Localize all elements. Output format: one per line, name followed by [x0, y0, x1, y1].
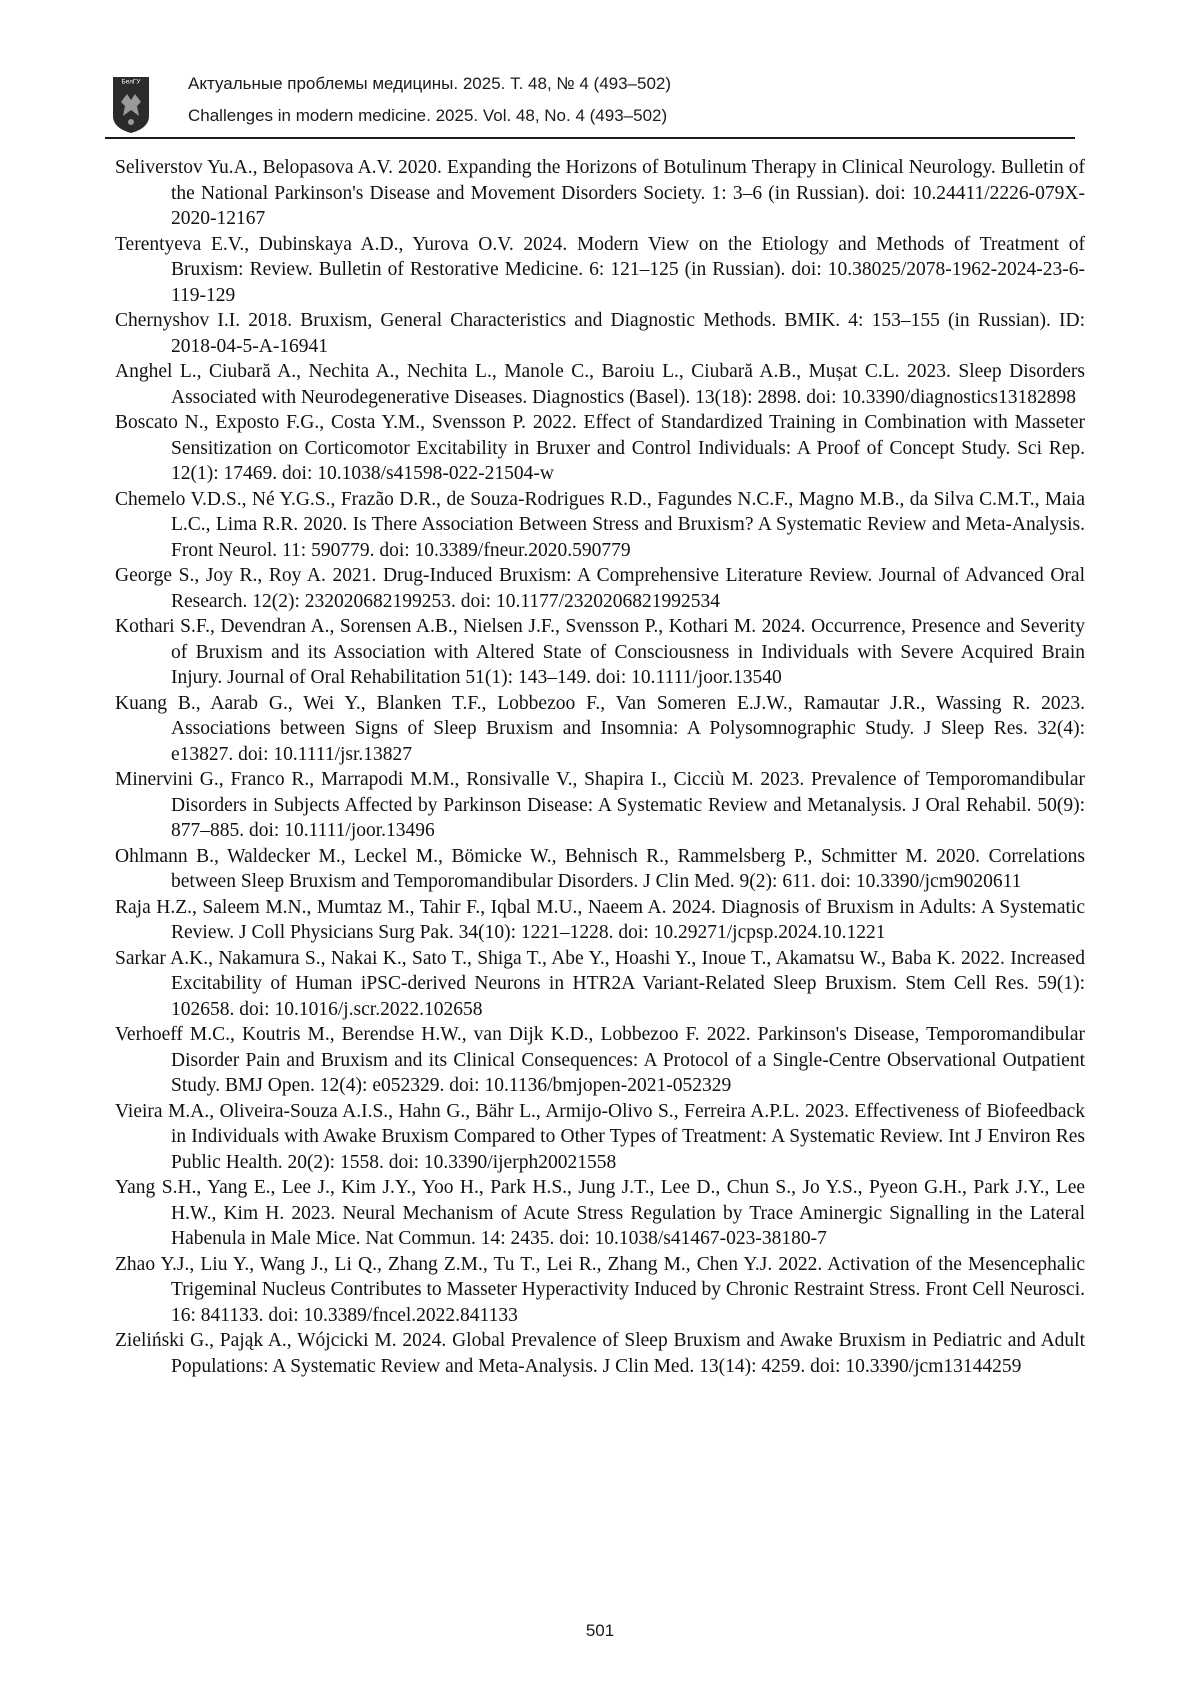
reference-item: Boscato N., Exposto F.G., Costa Y.M., Svensson P. 2022. Effect of Standardized Training in Combination with Masseter Sensitization on Corticomotor Excitability in Bruxer and Control Individuals: A Proof of Concept Study. Sci Rep. 12(1): 17469. doi: 10.1038/s41598-022-21504-w [115, 412, 1085, 484]
reference-item: Ohlmann B., Waldecker M., Leckel M., Bömicke W., Behnisch R., Rammelsberg P., Schmitter M. 2020. Correlations between Sleep Bruxism and Temporomandibular Disorders. J Clin Med. 9(2): 611. doi: 10.3390/jcm9020611 [115, 845, 1085, 892]
reference-item: Kuang B., Aarab G., Wei Y., Blanken T.F., Lobbezoo F., Van Someren E.J.W., Ramautar J.R., Wassing R. 2023. Associations between Signs of Sleep Bruxism and Insomnia: A Polysomnographic Study. J Sleep Res. 32(4): e13827. doi: 10.1111/jsr.13827 [115, 692, 1085, 765]
reference-item: Seliverstov Yu.A., Belopasova A.V. 2020. Expanding the Horizons of Botulinum Therapy in Clinical Neurology. Bulletin of the National Parkinson's Disease and Movement Disorders Society. 1: 3–6 (in Russian). doi: 10.24411/2226-079X-2020-12167 [115, 157, 1085, 229]
university-logo-icon [111, 76, 151, 134]
reference-item: Chemelo V.D.S., Né Y.G.S., Frazão D.R., de Souza-Rodrigues R.D., Fagundes N.C.F., Magno M.B., da Silva C.M.T., Maia L.C., Lima R.R. 2020. Is There Association Between Stress and Bruxism? A Systematic Review and Meta-Analysis. Front Neurol. 11: 590779. doi: 10.3389/fneur.2020.590779 [115, 488, 1085, 561]
reference-item: Terentyeva E.V., Dubinskaya A.D., Yurova O.V. 2024. Modern View on the Etiology and Methods of Treatment of Bruxism: Review. Bulletin of Restorative Medicine. 6: 121–125 (in Russian). doi: 10.38025/2078-1962-2024-23-6-119-129 [115, 233, 1085, 306]
reference-item: Kothari S.F., Devendran A., Sorensen A.B., Nielsen J.F., Svensson P., Kothari M. 2024. Occurrence, Presence and Severity of Bruxism and its Association with Altered State of Consciousness in Individuals with Severe Acquired Brain Injury. Journal of Oral Rehabilitation 51(1): 143–149. doi: 10.1111/joor.13540 [115, 616, 1085, 688]
journal-title-ru: Актуальные проблемы медицины. 2025. Т. 48, № 4 (493–502) [188, 74, 672, 93]
header-divider [105, 137, 1075, 139]
reference-item: Zhao Y.J., Liu Y., Wang J., Li Q., Zhang Z.M., Tu T., Lei R., Zhang M., Chen Y.J. 2022. Activation of the Mesencephalic Trigeminal Nucleus Contributes to Masseter Hyperactivity Induced by Chronic Restraint Stress. Front Cell Neurosci. 16: 841133. doi: 10.3389/fncel.2022.841133 [115, 1253, 1086, 1326]
reference-item: Chernyshov I.I. 2018. Bruxism, General Characteristics and Diagnostic Methods. BMIK. 4: 153–155 (in Russian). ID: 2018-04-5-A-16941 [115, 310, 1085, 357]
reference-item: Yang S.H., Yang E., Lee J., Kim J.Y., Yoo H., Park H.S., Jung J.T., Lee D., Chun S., Jo Y.S., Pyeon G.H., Park J.Y., Lee H.W., Kim H. 2023. Neural Mechanism of Acute Stress Regulation by Trace Aminergic Signalling in the Lateral Habenula in Male Mice. Nat Commun. 14: 2435. doi: 10.1038/s41467-023-38180-7 [115, 1177, 1085, 1249]
reference-item: Zieliński G., Pająk A., Wójcicki M. 2024. Global Prevalence of Sleep Bruxism and Awake Bruxism in Pediatric and Adult Populations: A Systematic Review and Meta-Analysis. J Clin Med. 13(14): 4259. doi: 10.3390/jcm13144259 [115, 1330, 1085, 1377]
page-number: 501 [585, 1621, 615, 1640]
reference-item: Vieira M.A., Oliveira-Souza A.I.S., Hahn G., Bähr L., Armijo-Olivo S., Ferreira A.P.L. 2023. Effectiveness of Biofeedback in Individuals with Awake Bruxism Compared to Other Types of Treatment: A Systematic Review. Int J Environ Res Public Health. 20(2): 1558. doi: 10.3390/ijerph20021558 [115, 1100, 1085, 1173]
journal-title-en: Challenges in modern medicine. 2025. Vol. 48, No. 4 (493–502) [188, 106, 668, 125]
journal-header [105, 72, 1075, 142]
logo-text: БелГУ [121, 78, 141, 86]
reference-item: Verhoeff M.C., Koutris M., Berendse H.W., van Dijk K.D., Lobbezoo F. 2022. Parkinson's Disease, Temporomandibular Disorder Pain and Bruxism and its Clinical Consequences: A Protocol of a Single-Centre Observational Outpatient Study. BMJ Open. 12(4): e052329. doi: 10.1136/bmjopen-2021-052329 [115, 1024, 1085, 1096]
reference-item: Anghel L., Ciubară A., Nechita A., Nechita L., Manole C., Baroiu L., Ciubară A.B., Mușat C.L. 2023. Sleep Disorders Associated with Neurodegenerative Diseases. Diagnostics (Basel). 13(18): 2898. doi: 10.3390/diagnostics13182898 [115, 361, 1085, 408]
reference-item: Raja H.Z., Saleem M.N., Mumtaz M., Tahir F., Iqbal M.U., Naeem A. 2024. Diagnosis of Bruxism in Adults: A Systematic Review. J Coll Physicians Surg Pak. 34(10): 1221–1228. doi: 10.29271/jcpsp.2024.10.1221 [115, 896, 1085, 943]
reference-item: Minervini G., Franco R., Marrapodi M.M., Ronsivalle V., Shapira I., Cicciù M. 2023. Prevalence of Temporomandibular Disorders in Subjects Affected by Parkinson Disease: A Systematic Review and Metanalysis. J Oral Rehabil. 50(9): 877–885. doi: 10.1111/joor.13496 [115, 769, 1085, 841]
reference-list [115, 155, 1085, 1379]
reference-item: Sarkar A.K., Nakamura S., Nakai K., Sato T., Shiga T., Abe Y., Hoashi Y., Inoue T., Akamatsu W., Baba K. 2022. Increased Excitability of Human iPSC-derived Neurons in HTR2A Variant-Related Sleep Bruxism. Stem Cell Res. 59(1): 102658. doi: 10.1016/j.scr.2022.102658 [115, 947, 1085, 1020]
reference-item: George S., Joy R., Roy A. 2021. Drug-Induced Bruxism: A Comprehensive Literature Review. Journal of Advanced Oral Research. 12(2): 232020682199253. doi: 10.1177/2320206821992534 [115, 565, 1085, 612]
